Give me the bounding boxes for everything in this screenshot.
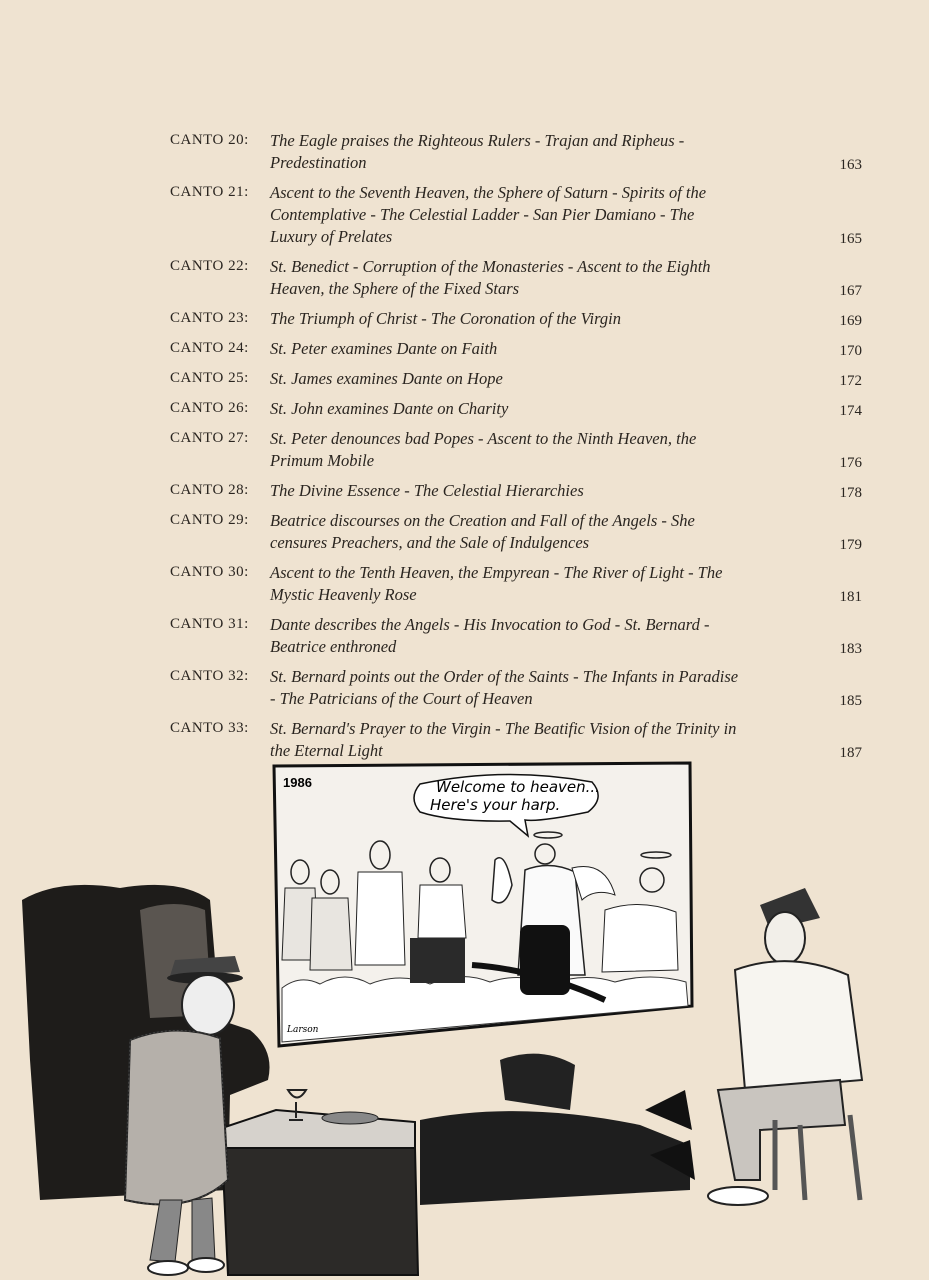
toc-entry (170, 614, 870, 658)
page-number: 176 (839, 455, 862, 471)
toc-entry (170, 182, 870, 248)
canto-description: Ascent to the Tenth Heaven, the Empyrean - The River of Light - The Mystic Heavenly Rose (270, 563, 723, 604)
page-number: 179 (839, 537, 862, 553)
page-number: 181 (839, 589, 862, 605)
canto-number: CANTO 29: (170, 512, 249, 528)
cartoon-year: 1986 (283, 775, 312, 790)
canto-number: CANTO 20: (170, 132, 249, 148)
canto-number: CANTO 27: (170, 430, 249, 446)
page-number: 174 (839, 403, 862, 419)
canto-description: The Eagle praises the Righteous Rulers - Trajan and Ripheus - Predestination (270, 131, 685, 172)
page-number: 170 (839, 343, 862, 359)
canto-description: St. Peter denounces bad Popes - Ascent to the Ninth Heaven, the Primum Mobile (270, 429, 697, 470)
page-number: 183 (839, 641, 862, 657)
page-number: 167 (839, 283, 862, 299)
toc-entry (170, 562, 870, 606)
cartoonist-signature: Larson (287, 1025, 319, 1035)
page-number: 172 (839, 373, 862, 389)
page-number: 187 (839, 745, 862, 761)
cartoon-illustration (0, 760, 929, 1280)
tv-screen (274, 763, 692, 1046)
speech-line-2: Here's your harp. (430, 796, 561, 814)
canto-description: Dante describes the Angels - His Invocation to God - St. Bernard - Beatrice enthroned (270, 615, 710, 656)
canto-description: St. Peter examines Dante on Faith (270, 339, 498, 358)
canto-number: CANTO 23: (170, 310, 249, 326)
toc-entry (170, 130, 870, 174)
toc-entry (170, 308, 870, 330)
man-sitting-on-chair (708, 888, 862, 1205)
page-number: 165 (839, 231, 862, 247)
canto-description: The Divine Essence - The Celestial Hierarchies (270, 481, 584, 500)
toc-entry (170, 718, 870, 762)
canto-number: CANTO 25: (170, 370, 249, 386)
page-number: 178 (839, 485, 862, 501)
canto-number: CANTO 24: (170, 340, 249, 356)
canto-number: CANTO 31: (170, 616, 249, 632)
table-of-contents (170, 130, 870, 770)
canto-number: CANTO 26: (170, 400, 249, 416)
canto-description: St. Bernard points out the Order of the Saints - The Infants in Paradise - The Patricians of the Court of Heaven (270, 667, 739, 708)
page-number: 185 (839, 693, 862, 709)
canto-description: St. John examines Dante on Charity (270, 399, 509, 418)
cartoon-drawing (0, 760, 929, 1280)
toc-entry (170, 338, 870, 360)
canto-description: St. Bernard's Prayer to the Virgin - The Beatific Vision of the Trinity in the Eternal Light (270, 719, 737, 760)
canto-number: CANTO 32: (170, 668, 249, 684)
canto-description: Ascent to the Seventh Heaven, the Sphere of Saturn - Spirits of the Contemplative - The Celestial Ladder - San Pier Damiano - The Luxury of Prelates (270, 183, 707, 246)
toc-entry (170, 398, 870, 420)
page-number: 163 (839, 157, 862, 173)
side-table (222, 1090, 418, 1275)
canto-number: CANTO 30: (170, 564, 249, 580)
toc-entry (170, 256, 870, 300)
toc-entry (170, 510, 870, 554)
toc-entry (170, 666, 870, 710)
canto-description: Beatrice discourses on the Creation and Fall of the Angels - She censures Preachers, and the Sale of Indulgences (270, 511, 695, 552)
canto-number: CANTO 22: (170, 258, 249, 274)
canto-description: St. James examines Dante on Hope (270, 369, 503, 388)
toc-entry (170, 368, 870, 390)
canto-description: St. Benedict - Corruption of the Monasteries - Ascent to the Eighth Heaven, the Sphere of the Fixed Stars (270, 257, 711, 298)
canto-number: CANTO 33: (170, 720, 249, 736)
page-number: 169 (839, 313, 862, 329)
canto-number: CANTO 28: (170, 482, 249, 498)
toc-entry (170, 480, 870, 502)
canto-description: The Triumph of Christ - The Coronation of the Virgin (270, 309, 621, 328)
speech-line-1: Welcome to heaven... (436, 778, 600, 796)
canto-number: CANTO 21: (170, 184, 249, 200)
toc-entry (170, 428, 870, 472)
